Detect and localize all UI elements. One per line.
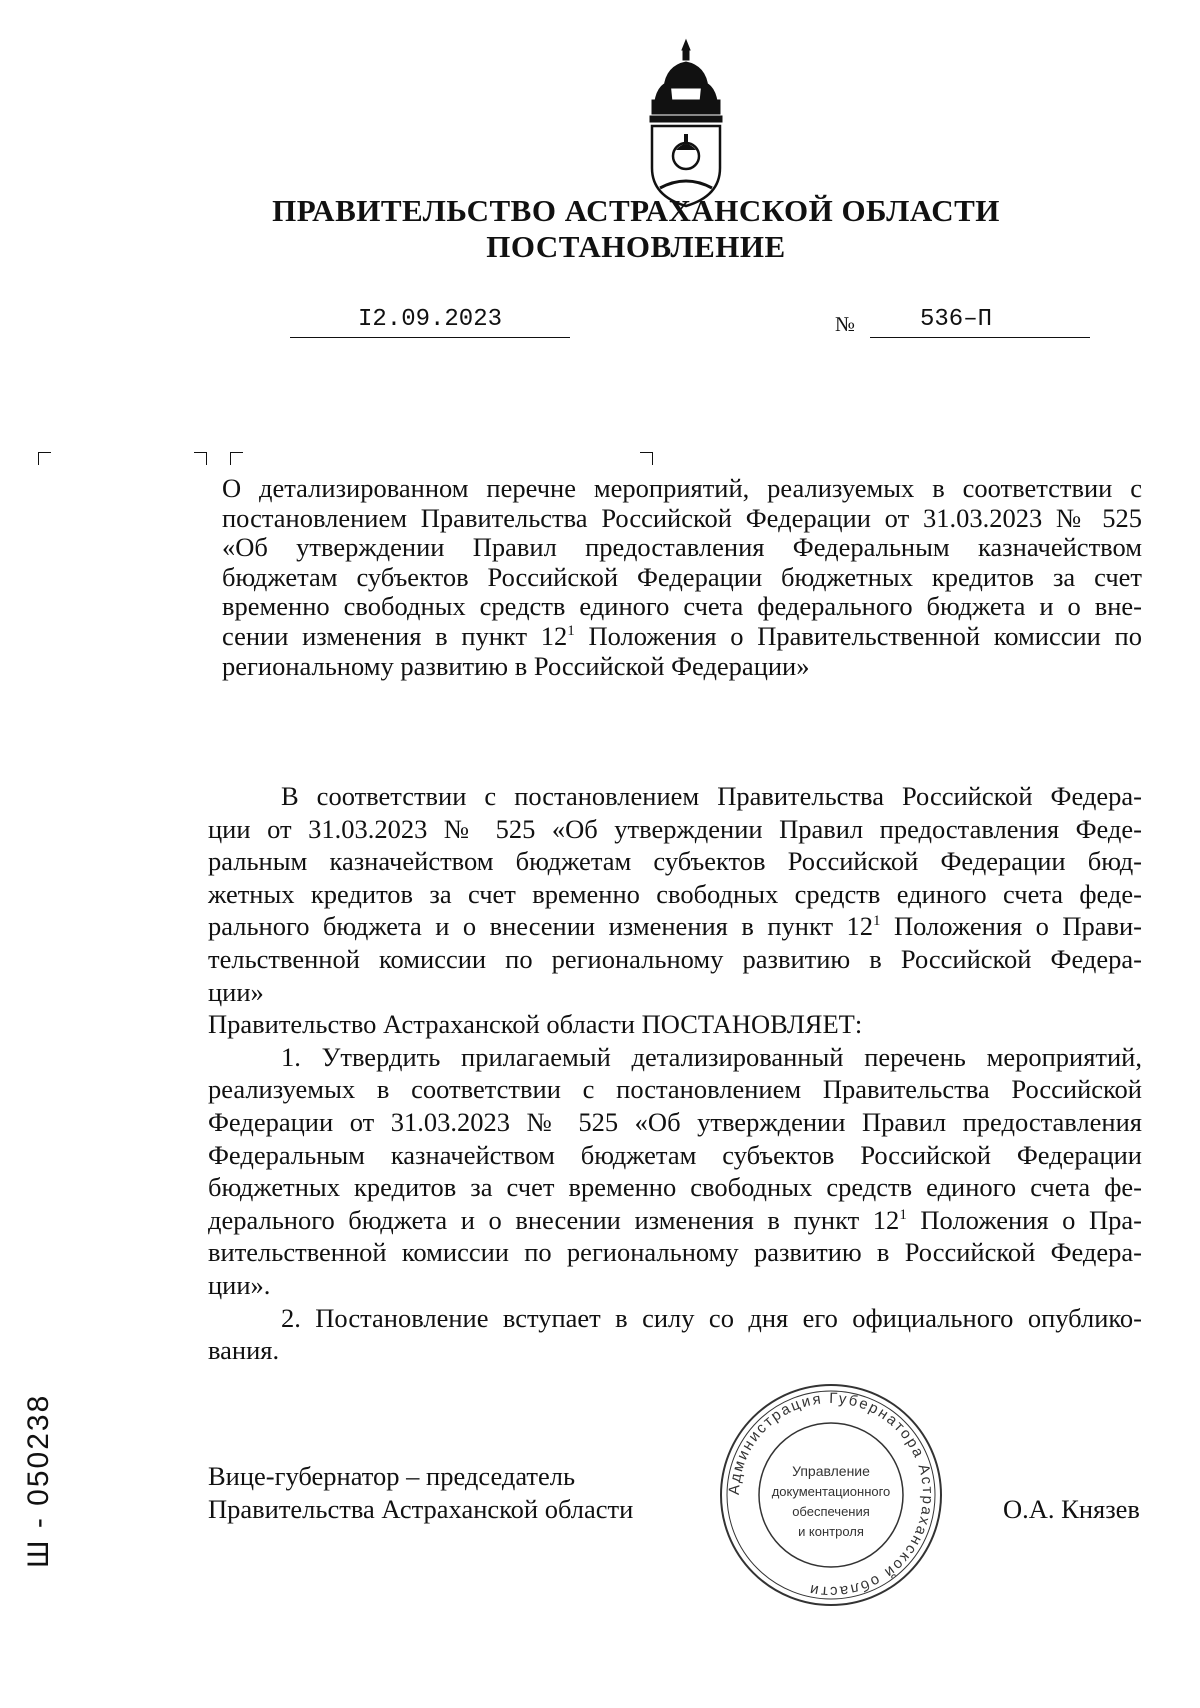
body-line: жетных кредитов за счет временно свободных средств единого счета феде- [208, 878, 1142, 909]
body-line: рального бюджета и о внесении изменения в пункт $12^1$ Положения о Прави- [208, 911, 1142, 942]
body-line: ции». [208, 1269, 271, 1300]
corner-mark [194, 452, 207, 465]
body-line: 2. Постановление вступает в силу со дня его официального опублико- [281, 1302, 1142, 1333]
corner-mark [230, 452, 243, 465]
document-number: 536–П [870, 303, 1090, 338]
body-line: ральным казначейством бюджетам субъектов Российской Федерации бюд- [208, 846, 1142, 877]
body-line: вания. [208, 1335, 280, 1366]
body-line: Федерации от 31.03.2023 № 525 «Об утверждении Правил предоставления [208, 1106, 1142, 1137]
body-line: ции от 31.03.2023 № 525 «Об утверждении Правил предоставления Феде- [208, 813, 1142, 844]
document-title: О детализированном перечне мероприятий, реализуемых в соответствии с постановлением Правительства Российской Федерации от 31.03.2023 № 525 «Об утверждении Правил предоставления Федеральным казначейством бюджетам субъектов Российской Федерации бюджетных кредитов за счет временно свободных средств единого счета федерального бюджета и о вне- сении изменения в пункт $12^1$ Положения о Правительственной комиссии по региональному развитию в Российской Федерации» [222, 473, 1142, 681]
corner-mark [38, 452, 51, 465]
body-line: дерального бюджета и о внесении изменения в пункт $12^1$ Положения о Пра- [208, 1204, 1142, 1235]
body-line: ции» [208, 976, 264, 1007]
body-line: Федеральным казначейством бюджетам субъектов Российской Федерации [208, 1139, 1142, 1170]
signatory-position: Вице-губернатор – председатель Правительства Астраханской области [208, 1461, 634, 1524]
document-date: I2.09.2023 [290, 303, 570, 338]
svg-text:и контроля: и контроля [798, 1524, 864, 1539]
body-line: В соответствии с постановлением Правительства Российской Федера- [281, 781, 1142, 811]
body-line: тельственной комиссии по региональному развитию в Российской Федера- [208, 943, 1142, 974]
resolution-line: Правительство Астраханской области ПОСТАНОВЛЯЕТ: [208, 1009, 863, 1040]
body-line: 1. Утвердить прилагаемый детализированный перечень мероприятий, [281, 1041, 1142, 1072]
document-type-heading: ПОСТАНОВЛЕНИЕ [486, 229, 786, 264]
seal-ring-text: Администрация Губернатора Астраханской области [725, 1389, 937, 1601]
number-sign: № [835, 312, 856, 336]
body-line: реализуемых в соответствии с постановлением Правительства Российской [208, 1074, 1142, 1105]
body-line: вительственной комиссии по региональному развитию в Российской Федера- [208, 1237, 1142, 1268]
svg-text:обеспечения: обеспечения [792, 1504, 870, 1519]
svg-text:документационного: документационного [771, 1484, 891, 1499]
svg-text:Управление: Управление [792, 1463, 870, 1479]
signatory-name: О.А. Князев [1003, 1494, 1140, 1524]
corner-mark [640, 452, 653, 465]
document-body [208, 780, 1142, 1367]
body-line: бюджетных кредитов за счет временно свободных средств единого счета фе- [208, 1172, 1142, 1203]
coat-of-arms-emblem [646, 38, 726, 210]
document-side-code: Ш - 050238 [22, 1393, 55, 1568]
government-heading: ПРАВИТЕЛЬСТВО АСТРАХАНСКОЙ ОБЛАСТИ [272, 193, 1000, 228]
official-seal-stamp [716, 1380, 946, 1610]
